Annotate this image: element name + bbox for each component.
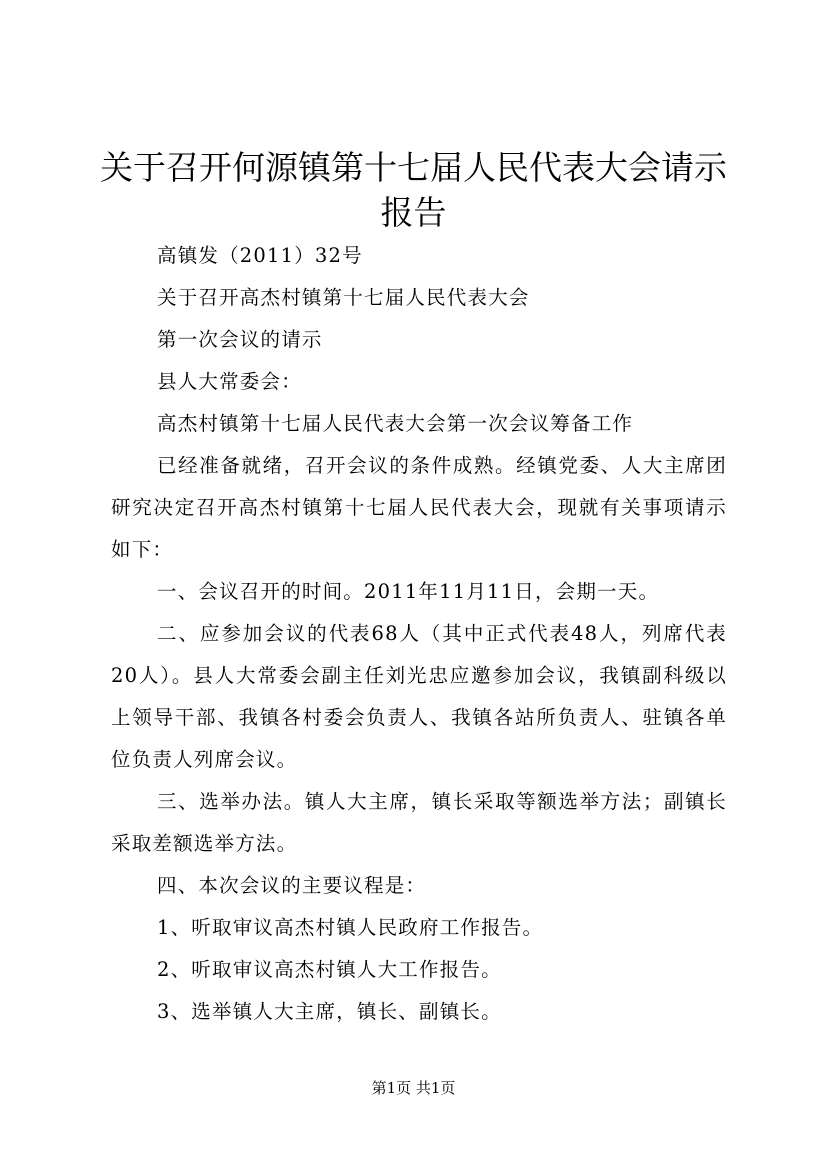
agenda-item: 3、选举镇人大主席，镇长、副镇长。 (157, 1000, 502, 1023)
item-attendees: 二、应参加会议的代表68人（其中正式代表48人，列席代表20人）。县人大常委会副主任刘光忠应邀参加会议，我镇副科级以上领导干部、我镇各村委会负责人、我镇各站所负责人、驻镇各单位负责人列席会议。 (111, 622, 727, 771)
agenda-item: 1、听取审议高杰村镇人民政府工作报告。 (157, 916, 544, 939)
item-agenda-heading: 四、本次会议的主要议程是： (157, 874, 427, 897)
agenda-item: 2、听取审议高杰村镇人大工作报告。 (157, 958, 502, 981)
subject-line-1: 关于召开高杰村镇第十七届人民代表大会 (157, 286, 530, 309)
item-election-method: 三、选举办法。镇人大主席，镇长采取等额选举方法；副镇长采取差额选举方法。 (111, 790, 727, 855)
document-number: 高镇发（2011）32号 (157, 244, 363, 267)
document-body (111, 235, 727, 1033)
body-paragraph: 高杰村镇第十七届人民代表大会第一次会议筹备工作 (157, 412, 634, 435)
body-paragraph: 已经准备就绪，召开会议的条件成熟。经镇党委、人大主席团研究决定召开高杰村镇第十七届人民代表大会，现就有关事项请示如下： (111, 454, 727, 561)
item-meeting-time: 一、会议召开的时间。2011年11月11日，会期一天。 (157, 580, 660, 603)
document-title: 关于召开何源镇第十七届人民代表大会请示报告 (100, 148, 727, 232)
page-footer: 第1页 共1页 (371, 1079, 456, 1097)
addressee: 县人大常委会： (157, 370, 302, 393)
subject-line-2: 第一次会议的请示 (157, 328, 323, 351)
